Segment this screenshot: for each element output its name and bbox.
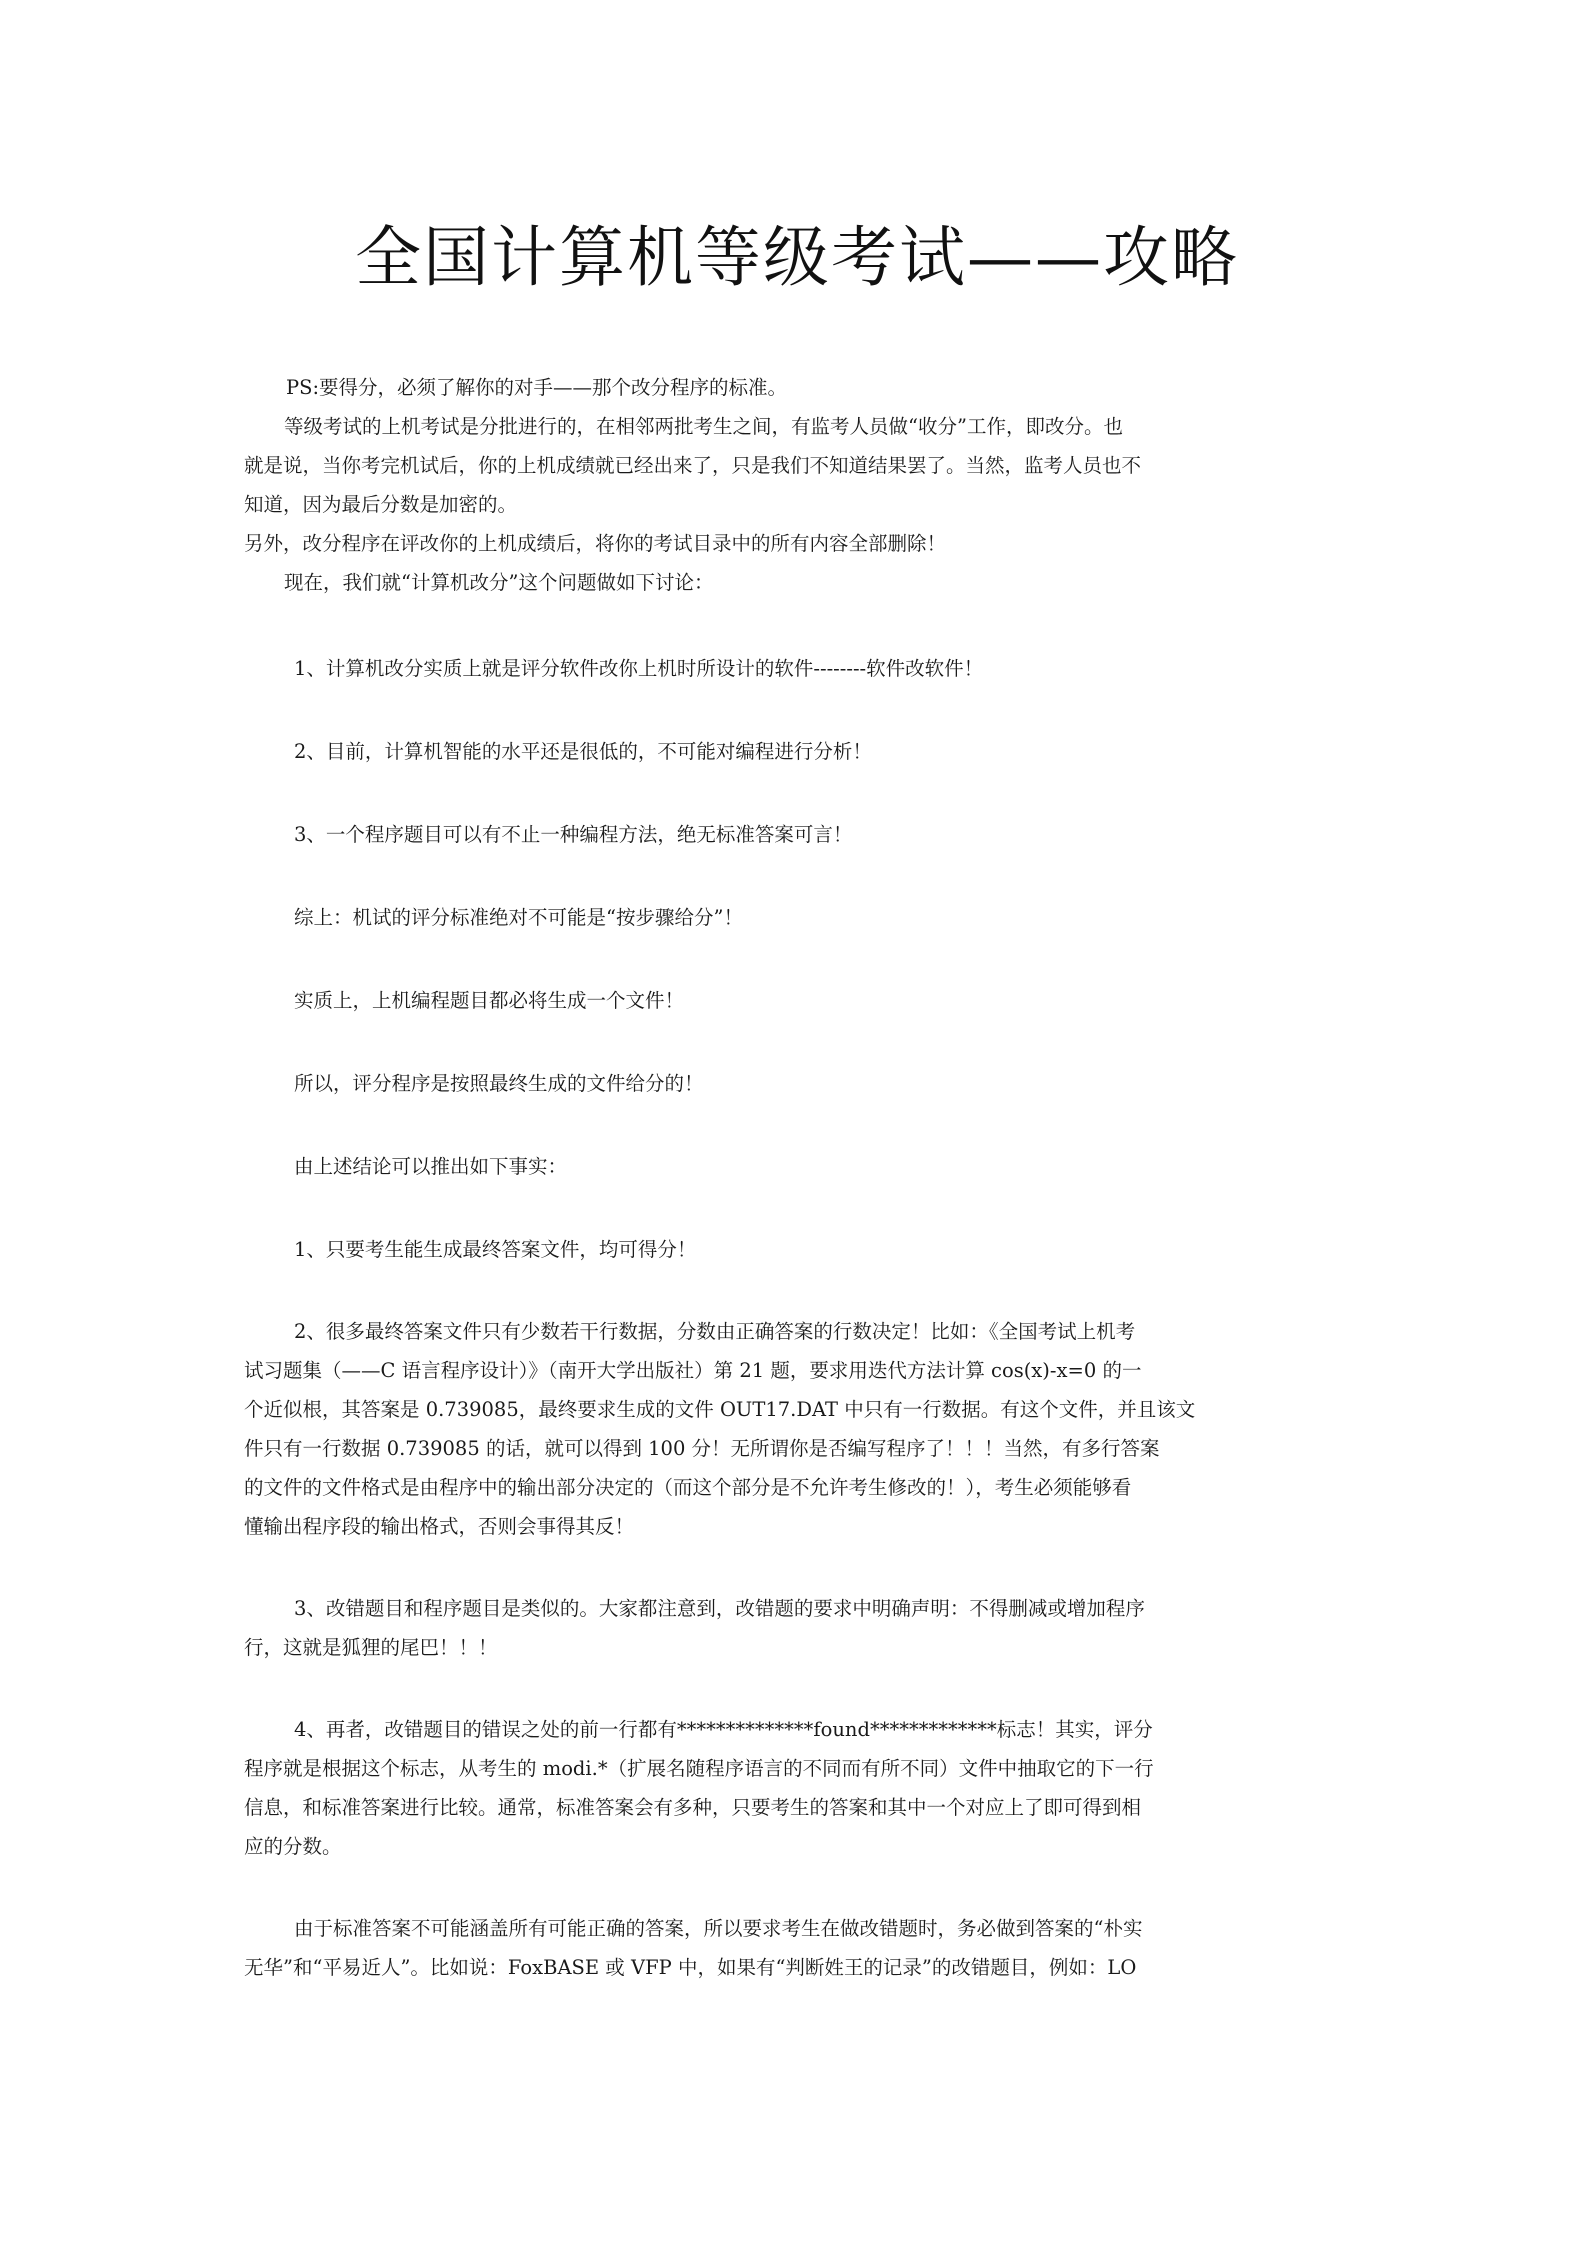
document-body (244, 368, 1354, 1987)
intro-line: 另外，改分程序在评改你的上机成绩后，将你的考试目录中的所有内容全部删除！ (244, 532, 947, 555)
point-line: 综上：机试的评分标准绝对不可能是“按步骤给分”！ (294, 906, 743, 929)
paragraph-line: 3、改错题目和程序题目是类似的。大家都注意到，改错题的要求中明确声明：不得删减或增加程序 (294, 1597, 1145, 1620)
paragraph-5 (244, 1866, 1354, 1987)
intro-line: 就是说，当你考完机试后，你的上机成绩就已经出来了，只是我们不知道结果罢了。当然，监考人员也不 (244, 454, 1142, 477)
paragraph-line: 程序就是根据这个标志，从考生的 modi.*（扩展名随程序语言的不同而有所不同）文件中抽取它的下一行 (244, 1757, 1154, 1780)
intro-line: 知道，因为最后分数是加密的。 (244, 493, 518, 516)
page-title: 全国计算机等级考试——攻略 (355, 219, 1239, 296)
paragraph-line: 的文件的文件格式是由程序中的输出部分决定的（而这个部分是不允许考生修改的！），考生必须能够看 (244, 1476, 1132, 1499)
paragraph-3 (244, 1546, 1354, 1667)
intro-line: PS:要得分，必须了解你的对手——那个改分程序的标准。 (286, 376, 788, 399)
paragraph-line: 应的分数。 (244, 1835, 342, 1858)
paragraph-line: 试习题集（——C 语言程序设计）》（南开大学出版社）第 21 题，要求用迭代方法计算 cos(x)-x=0 的一 (244, 1359, 1142, 1382)
paragraph-4 (244, 1667, 1354, 1866)
intro-line: 现在，我们就“计算机改分”这个问题做如下讨论： (284, 571, 714, 594)
paragraph-line: 个近似根，其答案是 0.739085，最终要求生成的文件 OUT17.DAT 中只有一行数据。有这个文件，并且该文 (244, 1398, 1196, 1421)
point-line: 所以，评分程序是按照最终生成的文件给分的！ (294, 1072, 704, 1095)
paragraph-line: 信息，和标准答案进行比较。通常，标准答案会有多种，只要考生的答案和其中一个对应上了即可得到相 (244, 1796, 1142, 1819)
point-line: 1、计算机改分实质上就是评分软件改你上机时所设计的软件--------软件改软件！ (294, 657, 984, 680)
points-section (244, 602, 1354, 1269)
paragraph-line: 行，这就是狐狸的尾巴！！！ (244, 1636, 498, 1659)
point-line: 实质上，上机编程题目都必将生成一个文件！ (294, 989, 685, 1012)
paragraph-2 (244, 1269, 1354, 1546)
paragraph-line: 4、再者，改错题目的错误之处的前一行都有**************found*************标志！其实，评分 (294, 1718, 1153, 1741)
paragraph-line: 2、很多最终答案文件只有少数若干行数据，分数由正确答案的行数决定！比如：《全国考试上机考 (294, 1320, 1136, 1343)
point-line: 1、只要考生能生成最终答案文件，均可得分！ (294, 1238, 697, 1261)
paragraph-line: 懂输出程序段的输出格式，否则会事得其反！ (244, 1515, 635, 1538)
point-line: 由上述结论可以推出如下事实： (294, 1155, 568, 1178)
intro-section (244, 368, 1354, 602)
paragraph-line: 件只有一行数据 0.739085 的话，就可以得到 100 分！无所谓你是否编写程序了！！！当然，有多行答案 (244, 1437, 1160, 1460)
paragraph-line: 无华”和“平易近人”。比如说：FoxBASE 或 VFP 中，如果有“判断姓王的记录”的改错题目，例如：LO (244, 1956, 1137, 1979)
point-line: 3、一个程序题目可以有不止一种编程方法，绝无标准答案可言！ (294, 823, 853, 846)
intro-line: 等级考试的上机考试是分批进行的，在相邻两批考生之间，有监考人员做“收分”工作，即改分。也 (284, 415, 1123, 438)
point-line: 2、目前，计算机智能的水平还是很低的，不可能对编程进行分析！ (294, 740, 872, 763)
paragraph-line: 由于标准答案不可能涵盖所有可能正确的答案，所以要求考生在做改错题时，务必做到答案的“朴实 (294, 1917, 1143, 1940)
